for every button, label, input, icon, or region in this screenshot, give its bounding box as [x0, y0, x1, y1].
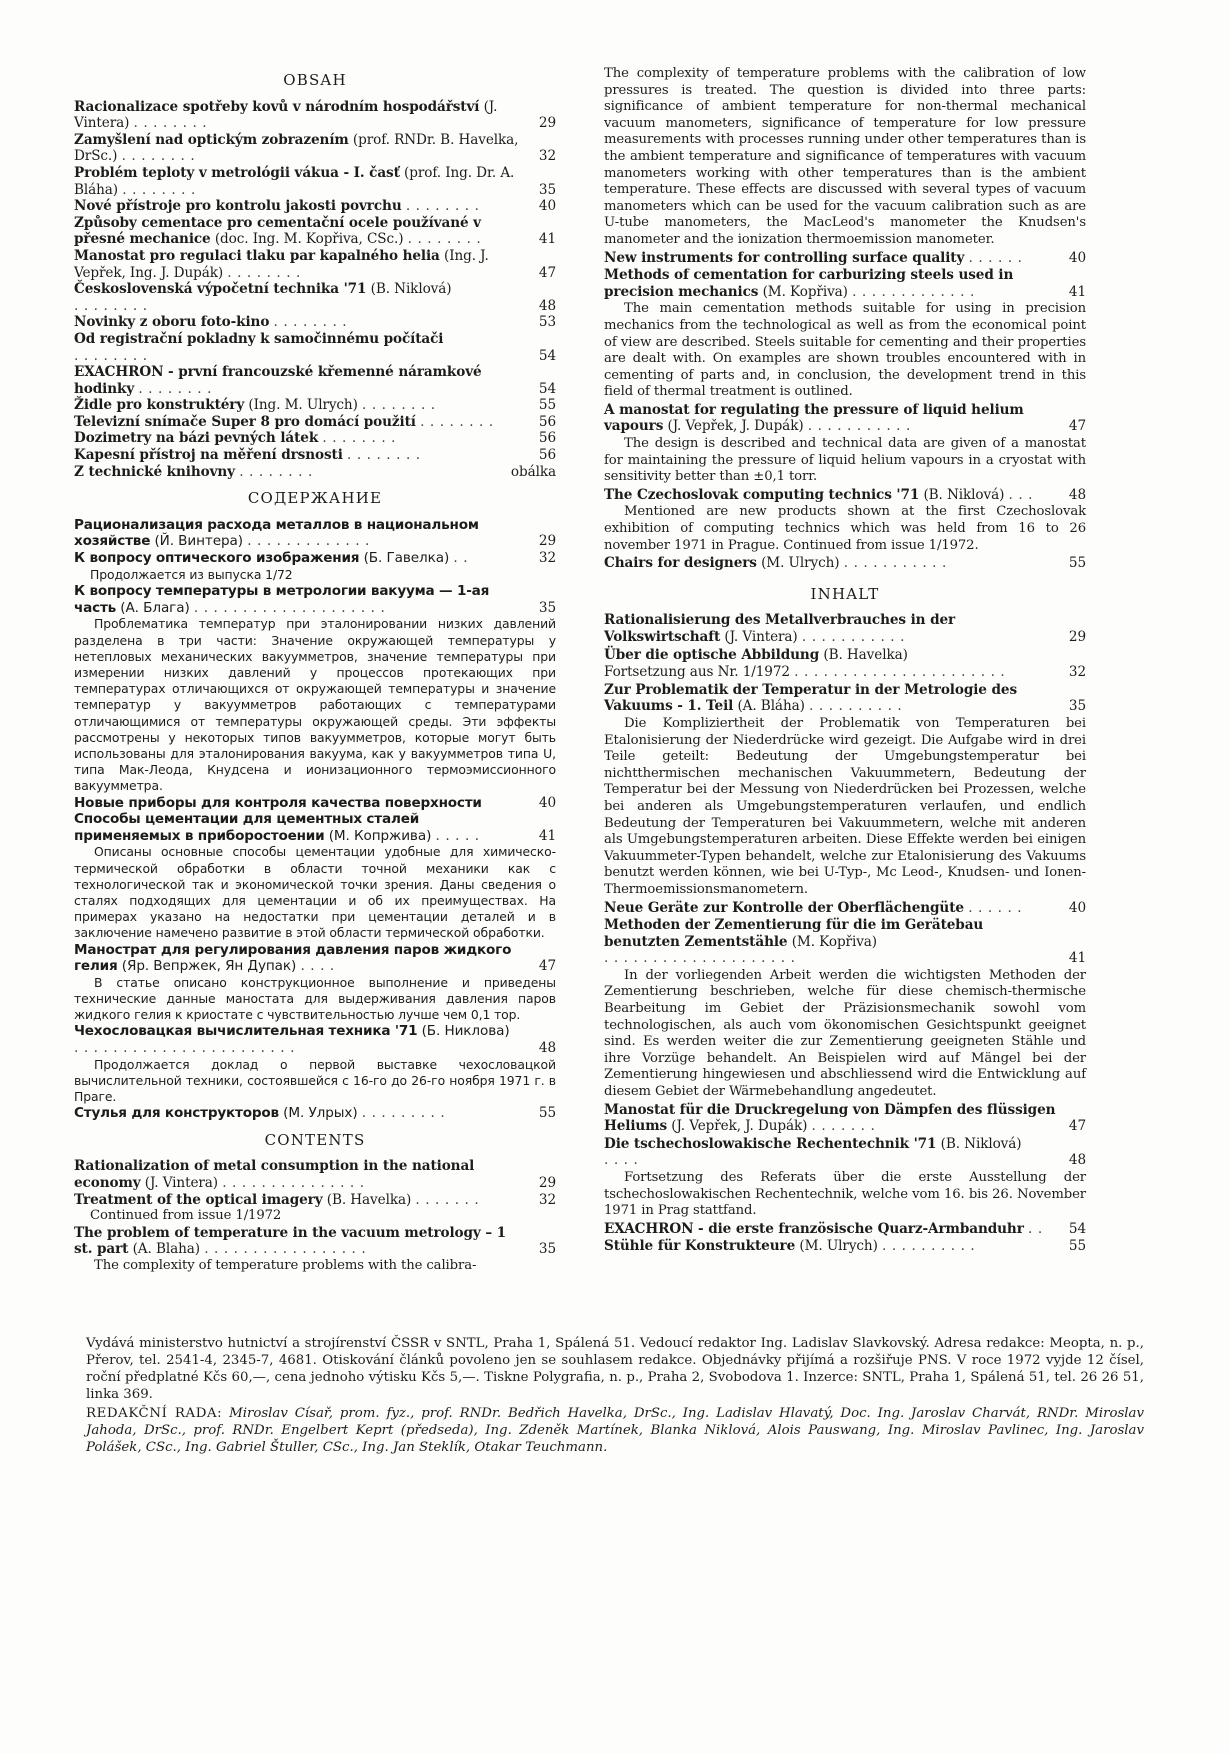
obsah-entry[interactable]: Problém teploty v metrológii vákua - I. časť (prof. Ing. Dr. A. Bláha) ........ 35: [74, 164, 556, 198]
obsah-entry[interactable]: Nové přístroje pro kontrolu jakosti povrchu ........ 40: [74, 198, 556, 215]
entry-page: 55: [538, 397, 556, 414]
imprint-text: Vydává ministerstvo hutnictví a strojírenství ČSSR v SNTL, Praha 1, Spálená 51. Vedoucí redaktor Ing. Ladislav Slavkovský. Adresa redakce: Meopta, n. p., Přerov, tel. 2541-4, 2345-7, 4681. Otiskování článků povoleno jen se souhlasem redakce. Objednávky přijímá a rozšiřuje PNS. V roce 1972 vyjde 12 čísel, roční předplatné Kčs 60,—, cena jednoho výtisku Kčs 5,—. Tiskne Polygrafia, n. p., Praha 2, Svobodova 1. Inzerce: SNTL, Praha 1, Spálená 51, tel. 26 26 51, linka 369.: [86, 1336, 1144, 1402]
obsah-list: [74, 99, 556, 481]
toc-entry[interactable]: К вопросу температуры в метрологии вакуума — 1-ая часть (А. Блага) .................... 35: [74, 583, 556, 616]
obsah-entry[interactable]: Kapesní přístroj na měření drsnosti ........ 56: [74, 447, 556, 464]
entry-abstract: The main cementation methods suitable for using in precision mechanics from the technological as well as from the economical point of view are described. Steels suitable for cementing and their properties are dealt with. On examples are shown troubles encountered with in cementing of parts and, in conclusion, the development trend in this field of thermal treatment is outlined.: [604, 301, 1086, 400]
toc-entry[interactable]: Способы цементации для цементных сталей применяемых в приборостоении (М. Копржива) ..... 41: [74, 811, 556, 844]
entry-title: Novinky z oboru foto-kino: [74, 314, 270, 331]
entry-authors: (Ing. J. Vepřek, Ing. J. Dupák): [74, 247, 489, 281]
obsah-entry[interactable]: Manostat pro regulaci tlaku par kapalného helia (Ing. J. Vepřek, Ing. J. Dupák) ........ 47: [74, 247, 556, 281]
toc-entry[interactable]: Manostat für die Druckregelung von Dämpfen des flüssigen Heliums (J. Vepřek, J. Dupák) ....... 47: [604, 1101, 1086, 1135]
toc-entry[interactable]: Neue Geräte zur Kontrolle der Oberflächengüte ...... 40: [604, 899, 1086, 916]
toc-entry[interactable]: The Czechoslovak computing technics '71 (B. Niklová) ... 48: [604, 486, 1086, 503]
entry-title: Televizní snímače Super 8 pro domácí použití: [74, 413, 416, 430]
obsah-entry[interactable]: Způsoby cementace pro cementační ocele používané v přesné mechanice (doc. Ing. M. Kopřiva, CSc.) ........ 41: [74, 214, 556, 248]
toc-entry[interactable]: Methods of cementation for carburizing steels used in precision mechanics (M. Kopřiva) ............. 41: [604, 267, 1086, 300]
obsah-entry[interactable]: Dozimetry na bázi pevných látek ........ 56: [74, 430, 556, 447]
entry-page: 56: [538, 430, 556, 447]
obsah-entry[interactable]: Z technické knihovny ........ obálka: [74, 463, 556, 480]
obsah-entry[interactable]: EXACHRON - první francouzské křemenné náramkové hodinky ........ 54: [74, 364, 556, 397]
editorial-board-names: Miroslav Císař, prom. fyz., prof. RNDr. Bedřich Havelka, DrSc., Ing. Ladislav Hlavatý, Doc. Ing. Jaroslav Charvát, RNDr. Miroslav Jahoda, DrSc., prof. RNDr. Engelbert Keprt (předseda), Ing. Zdeněk Martínek, Blanka Niklová, Alois Pauswang, Ing. Miroslav Pavlinec, Ing. Jaroslav Polášek, CSc., Ing. Gabriel Štuller, CSc., Ing. Jan Steklík, Otakar Teuchmann.: [86, 1406, 1144, 1455]
entry-authors: (prof. RNDr. B. Havelka, DrSc.): [74, 131, 519, 165]
toc-entry[interactable]: Rationalisierung des Metallverbrauches in der Volkswirtschaft (J. Vintera) ........... 29: [604, 612, 1086, 645]
obsah-heading: OBSAH: [283, 71, 347, 89]
entry-title: Problém teploty v metrológii vákua - I. časť: [74, 164, 400, 181]
toc-entry[interactable]: К вопросу оптического изображения (Б. Гавелка) .. 32: [74, 550, 556, 567]
entry-authors: (Ing. M. Ulrych): [248, 397, 358, 414]
entry-page: 56: [538, 447, 556, 464]
toc-entry[interactable]: Манострат для регулирования давления паров жидкого гелия (Яр. Вепржек, Ян Дупак) .... 47: [74, 941, 556, 975]
entry-title: Kapesní přístroj na měření drsnosti: [74, 447, 343, 464]
entry-abstract: Die Kompliziertheit der Problematik von Temperaturen bei Etalonisierung der Niederdrücke wird gezeigt. Die Aufgabe wird in drei Teile geteilt: Bedeutung der Umgebungstemperatur bei nichtthermischen mechanischen Vakuummetern, Bedeutung der Temperatur bei der Messung von Niederdrücken bei Prozessen, welche bei anderen als Umgebungstemperaturen verlaufen, und endlich Bedeutung der Temperaturen bei Vakuummetern, welche mit anderen als Umgebungstemperaturen arbeiten. Diese Effekte werden bei einigen Vakuummeter-Typen behandelt, welche zur Etalonisierung des Vakuums benutzt werden können, wie bei U-Typ-, Mc Leod-, Knudsen- und Ionen-Thermoemissionsmanometern.: [604, 715, 1086, 897]
entry-title: Zamyšlení nad optickým zobrazením: [74, 131, 349, 148]
entry-page: 48: [538, 297, 556, 314]
entry-page: 54: [538, 380, 556, 397]
entry-page: 40: [538, 198, 556, 215]
toc-entry[interactable]: Methoden der Zementierung für die im Gerätebau benutzten Zementstähle (M. Kopřiva) .................... 41: [604, 917, 1086, 967]
entry-abstract: The design is described and technical data are given of a manostat for maintaining the pressure of liquid helium vapours in a cryostat with sensitivity better than ±0,1 torr.: [604, 436, 1086, 485]
obsah-entry[interactable]: Od registrační pokladny k samočinnému počítači ........ 54: [74, 330, 556, 364]
entry-title: Židle pro konstruktéry: [74, 397, 245, 414]
entry-abstract: In der vorliegenden Arbeit werden die wichtigsten Methoden der Zementierung beschrieben, welche für diese chemisch-thermische Bearbeitung im Gebiet der Präzisionsmechanik sowohl vom technologischen, als auch vom ökonomischen Gesichtspunkt geeignet sind. Es werden weiter die zur Zementierung geeigneten Stähle und ihre Vorzüge behandelt. An Beispielen wird auf Mängel bei der Zementierung hingewiesen und abschliessend wird die Entwicklung auf diesem Gebiet der Wärmebehandlung angedeutet.: [604, 967, 1086, 1100]
entry-authors: (B. Niklová): [370, 281, 452, 298]
toc-entry[interactable]: Рационализация расхода металлов в национальном хозяйстве (Й. Винтера) ............. 29: [74, 516, 556, 550]
toc-entry[interactable]: Über die optische Abbildung (B. Havelka): [604, 646, 908, 663]
entry-page: 32: [538, 148, 556, 165]
entry-page: obálka: [510, 463, 556, 480]
toc-entry[interactable]: Die tschechoslowakische Rechentechnik '71 (B. Niklová) .... 48: [604, 1135, 1086, 1169]
entry-page: 29: [538, 115, 556, 132]
toc-entry[interactable]: Zur Problematik der Temperatur in der Metrologie des Vakuums - 1. Teil (A. Bláha) .......... 35: [604, 681, 1086, 715]
entry-title: Z technické knihovny: [74, 463, 235, 480]
toc-entry[interactable]: Rationalization of metal consumption in the national economy (J. Vintera) ............... 29: [74, 1158, 556, 1192]
right-column: [604, 66, 1086, 1255]
entry-authors: (J. Vintera): [74, 98, 498, 132]
entry-page: 56: [538, 413, 556, 430]
entry-note: Continued from issue 1/1972: [90, 1208, 282, 1224]
entry-page: 41: [538, 231, 556, 248]
entry-abstract: В статье описано конструкционное выполнение и приведены технические данные маностата для выдерживания давления паров жидкого гелия к криостате с чувствительностью лучше чем 0,1 тор.: [74, 974, 556, 1023]
obsah-entry[interactable]: Televizní snímače Super 8 pro domácí použití ........ 56: [74, 413, 556, 430]
entry-abstract: Проблематика температур при эталонировании низких давлений разделена в три части: Значение окружающей температуры у нетепловых механических вакуумметров, значение температуры при измерении низких давлений у процессов протекающих при температурах отличающихся от окружающей температуры и значение температур у вакуумметров работающих с температурами отличающимися от температуры окружающей среды. Эти эффекты рассмотрены у некоторых типов вакуумметров, которые могут быть использованы для эталонирования вакуума, как у вакуумметров типа U, типа Мак-Леода, Кнудсена и ионизационного термоэмиссионного вакуумметра.: [74, 616, 556, 794]
toc-entry[interactable]: Новые приборы для контроля качества поверхности 40: [74, 794, 556, 811]
entry-title: Způsoby cementace pro cementační ocele používané v přesné mechanice: [74, 214, 481, 248]
contents-heading: CONTENTS: [264, 1130, 366, 1149]
entry-title: Racionalizace spotřeby kovů v národním hospodářství: [74, 98, 480, 115]
entry-title: Manostat pro regulaci tlaku par kapalného helia: [74, 247, 440, 264]
toc-entry[interactable]: A manostat for regulating the pressure of liquid helium vapours (J. Vepřek, J. Dupák) ........... 47: [604, 401, 1086, 435]
entry-abstract: The complexity of temperature problems with the calibration of low pressures is treated. The question is divided into three parts: significance of ambient temperature for non-thermal mechanical vacuum manometers, significance of temperature for low pressure measurements with processes running under other temperatures than is the ambient temperature and significance of temperatures with vacuum manometers working with other temperatures than is the ambient temperature. These effects are discussed with several types of vacuum manometers which can be used for the vacuum calibration such as are U-tube manometers, the MacLeod's manometer the Knudsen's manometer and the ionization thermoemission manometer.: [604, 66, 1086, 247]
editorial-board: [86, 1405, 1144, 1456]
entry-page: 35: [538, 181, 556, 198]
entry-abstract: Mentioned are new products shown at the first Czechoslovak exhibition of computing technics which was held from 16 to 26 november 1971 in Prague. Continued from issue 1/1972.: [604, 504, 1086, 553]
entry-page: 53: [538, 314, 556, 331]
entry-page: 47: [538, 264, 556, 281]
inhalt-heading: INHALT: [810, 584, 880, 603]
obsah-entry[interactable]: Československá výpočetní technika '71 (B. Niklová) ........ 48: [74, 281, 556, 314]
obsah-entry[interactable]: Novinky z oboru foto-kino ........ 53: [74, 314, 556, 331]
soderzhanie-list: [74, 517, 556, 1122]
toc-entry-note: Fortsetzung aus Nr. 1/1972 ...................... 32: [604, 664, 1086, 681]
obsah-entry[interactable]: Židle pro konstruktéry (Ing. M. Ulrych) ........ 55: [74, 397, 556, 414]
entry-authors: (doc. Ing. M. Kopřiva, CSc.): [214, 231, 404, 248]
entry-abstract: Fortsetzung des Referats über die erste Ausstellung der tschechoslowakischen Rechentechnik, welche vom 16. bis 26. November 1971 in Prag stattfand.: [604, 1170, 1086, 1219]
entry-abstract-start: The complexity of temperature problems with the calibra-: [94, 1257, 477, 1273]
entry-title: Dozimetry na bázi pevných látek: [74, 430, 319, 447]
soderzhanie-heading: СОДЕРЖАНИЕ: [247, 489, 383, 508]
obsah-entry[interactable]: Zamyšlení nad optickým zobrazením (prof. RNDr. B. Havelka, DrSc.) ........ 32: [74, 131, 556, 165]
toc-entry[interactable]: EXACHRON - die erste französische Quarz-Armbanduhr .. 54: [604, 1220, 1086, 1237]
obsah-entry[interactable]: Racionalizace spotřeby kovů v národním hospodářství (J. Vintera) ........ 29: [74, 98, 556, 132]
toc-entry[interactable]: Стулья для конструкторов (М. Улрых) ......... 55: [74, 1105, 556, 1122]
entry-abstract: Продолжается доклад о первой выставке чехословацкой вычислительной техники, состоявшейся с 16-го до 26-го ноября 1971 г. в Праге.: [74, 1056, 556, 1105]
entry-note: Продолжается из выпуска 1/72: [90, 566, 293, 582]
contents-list: [74, 1158, 556, 1274]
entry-abstract: Описаны основные способы цементации удобные для химическо-термической обработки в области точной механики как с технологической так и экономической точки зрения. Даны сведения о сталях подходящих для цементации и об их преимуществах. На примерах указано на недостатки при цементации деталей и в заключение намечено развитие в этой области термической обработки.: [74, 844, 556, 941]
entry-title: Československá výpočetní technika '71: [74, 281, 367, 298]
entry-page: 54: [538, 347, 556, 364]
editorial-board-label: REDAKČNÍ RADA:: [86, 1406, 223, 1421]
entry-title: EXACHRON - první francouzské křemenné náramkové hodinky: [74, 364, 482, 397]
toc-entry[interactable]: Treatment of the optical imagery (B. Havelka) ....... 32: [74, 1191, 556, 1208]
left-column: [74, 66, 556, 1275]
toc-entry[interactable]: Chairs for designers (M. Ulrych) ........... 55: [604, 555, 1086, 572]
imprint-block: [86, 1335, 1144, 1456]
toc-entry[interactable]: The problem of temperature in the vacuum metrology – 1 st. part (A. Blaha) ................. 35: [74, 1224, 556, 1258]
entry-title: Od registrační pokladny k samočinnému počítači: [74, 330, 444, 347]
entry-title: Nové přístroje pro kontrolu jakosti povrchu: [74, 198, 402, 215]
toc-entry[interactable]: New instruments for controlling surface quality ...... 40: [604, 249, 1086, 266]
entry-authors: (prof. Ing. Dr. A. Bláha): [74, 164, 515, 198]
toc-entry[interactable]: Чехословацкая вычислительная техника '71 (Б. Никлова) ....................... 48: [74, 1023, 556, 1057]
toc-entry[interactable]: Stühle für Konstrukteure (M. Ulrych) .......... 55: [604, 1238, 1086, 1255]
